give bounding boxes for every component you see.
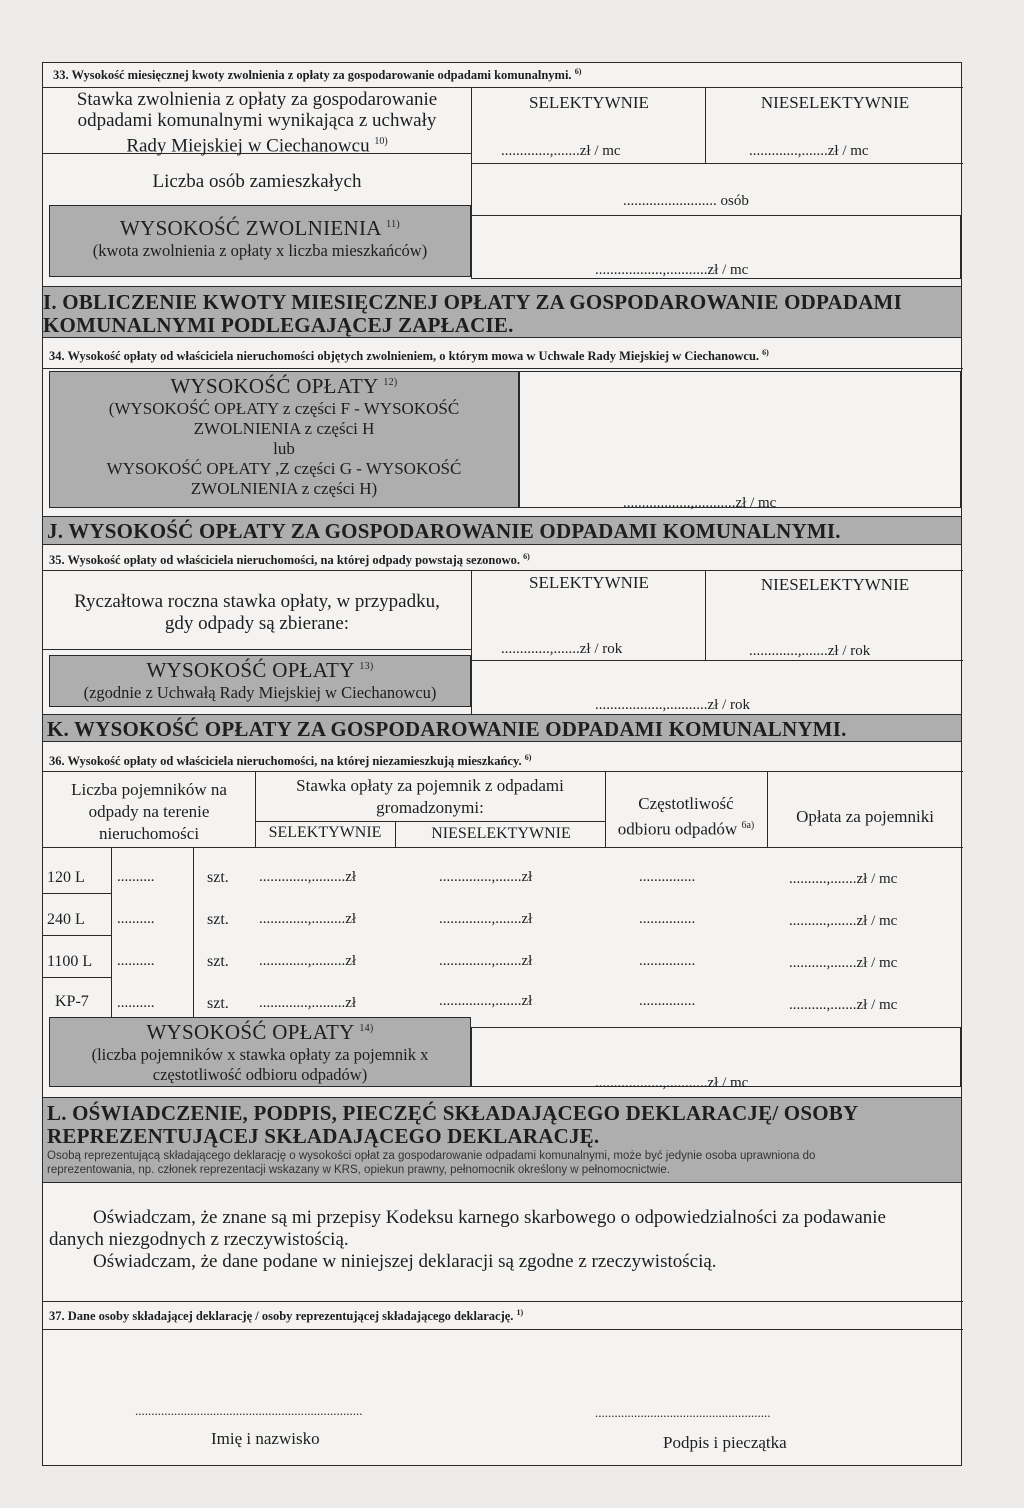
q33-exemption-field[interactable]: ..................,...........zł / mc [595,262,749,278]
q33-residents-field[interactable]: ......................... osób [623,193,749,209]
table-row [43,951,963,975]
q35-rate-selective-field[interactable]: .............,.......zł / rok [501,641,623,657]
q36-col-fee: Opłata za pojemniki [796,807,934,826]
row-unit: szt. [207,869,229,886]
q35-col-nonselective: NIESELEKTYWNIE [760,575,910,594]
row-nonselective-field[interactable]: ..............,.......zł [439,993,533,1009]
row-unit: szt. [207,911,229,928]
row-nonselective-field[interactable]: ..............,.......zł [439,953,533,969]
signature-field[interactable]: ...................................................... [595,1405,771,1420]
q36-container-rows [43,847,963,1017]
row-selective-field[interactable]: .............,.........zł [259,995,357,1011]
row-count-field[interactable]: .......... [117,995,155,1011]
row-nonselective-field[interactable]: ..............,.......zł [439,911,533,927]
q36-col-frequency: Częstotliwość odbioru odpadów $^{6a)}$ [617,794,755,839]
row-count-field[interactable]: .......... [117,869,155,885]
q35-fee-box: WYSOKOŚĆ OPŁATY $^{13)}$ (zgodnie z Uchwałą Rady Miejskiej w Ciechanowcu) [49,655,471,707]
section-j-header: J. WYSOKOŚĆ OPŁATY ZA GOSPODAROWANIE ODPADAMI KOMUNALNYMI. [42,516,962,545]
row-selective-field[interactable]: .............,.........zł [259,869,357,885]
q37-heading: 37. Dane osoby składającej deklarację / osoby reprezentującej składającego deklarację. $^{1)}$ [49,1308,524,1324]
signature-label: Podpis i pieczątka [663,1433,787,1452]
section-l-note: Osobą reprezentującą składającego deklarację o wysokości opłat za gospodarowanie odpadami komunalnymi, może być jedynie osoba uprawniona do reprezentowania, np. członek reprezentacji wskazany w KRS, opiekun prawny, pełnomocnik określony w pełnomocnictwie. [47,1150,816,1176]
q36-fee-box: WYSOKOŚĆ OPŁATY $^{14)}$ (liczba pojemników x stawka opłaty za pojemnik x częstotliwość odbioru odpadów) [49,1017,471,1087]
table-row [43,991,963,1015]
q35-heading: 35. Wysokość opłaty od właściciela nieruchomości, na której odpady powstają sezonowo. $^{6)}$ [49,552,530,568]
row-unit: szt. [207,953,229,970]
row-frequency-field[interactable]: ............... [639,993,696,1009]
table-row [43,909,963,933]
q36-col-rate: Stawka opłaty za pojemnik z odpadami gromadzonymi: [296,776,564,817]
table-row [43,867,963,891]
q36-fee-field[interactable]: ..................,...........zł / mc [595,1075,749,1091]
row-selective-field[interactable]: .............,.........zł [259,953,357,969]
q33-rate-label: Stawka zwolnienia z opłaty za gospodarowanie odpadami komunalnymi wynikająca z uchwały Rady Miejskiej w Ciechanowcu $^{10)}$ [76,89,438,157]
q33-heading: 33. Wysokość miesięcznej kwoty zwolnienia z opłaty za gospodarowanie odpadami komunalnymi. $^{6)}$ [53,67,582,83]
row-fee-field[interactable]: ..........,.......zł / mc [789,955,898,971]
row-fee-field[interactable]: ..........,.......zł / mc [789,913,898,929]
q36-col-nonselective: NIESELEKTYWNIE [431,825,571,842]
section-l-header: L. OŚWIADCZENIE, PODPIS, PIECZĘĆ SKŁADAJĄCEGO DEKLARACJĘ/ OSOBY REPREZENTUJĄCEJ SKŁADAJĄCEGO DEKLARACJĘ. Osobą reprezentującą składającego deklarację o wysokości opłat za gospodarowanie odpadami komunalnymi, może być jedynie osoba uprawniona do reprezentowania, np. członek reprezentacji wskazany w KRS, opiekun prawny, pełnomocnik określony w pełnomocnictwie. [42,1097,962,1183]
q35-col-selective: SELEKTYWNIE [529,573,649,592]
q36-col-selective: SELEKTYWNIE [268,824,382,841]
q33-col-selective: SELEKTYWNIE [529,93,649,112]
q33-exemption-box: WYSOKOŚĆ ZWOLNIENIA $^{11)}$ (kwota zwolnienia z opłaty x liczba mieszkańców) [49,205,471,277]
section-i-header: I. OBLICZENIE KWOTY MIESIĘCZNEJ OPŁATY ZA GOSPODAROWANIE ODPADAMI KOMUNALNYMI PODLEGAJĄCEJ ZAPŁACIE. [42,286,962,338]
q35-fee-field[interactable]: ..................,...........zł / rok [595,697,750,713]
q33-residents-label: Liczba osób zamieszkałych [152,171,362,192]
row-frequency-field[interactable]: ............... [639,953,696,969]
row-size: 120 L [47,869,85,886]
row-nonselective-field[interactable]: ..............,.......zł [439,869,533,885]
row-count-field[interactable]: .......... [117,911,155,927]
statement-text: Oświadczam, że znane są mi przepisy Kodeksu karnego skarbowego o odpowiedzialności za podawanie danych niezgodnych z rzeczywistością. Oświadczam, że dane podane w niniejszej deklaracji są zgodne z rzeczywistością. [49,1207,886,1272]
declaration-form [42,62,962,1466]
row-size: 240 L [47,911,85,928]
q34-fee-box: WYSOKOŚĆ OPŁATY $^{12)}$ (WYSOKOŚĆ OPŁATY z części F - WYSOKOŚĆ ZWOLNIENIA z części H lub WYSOKOŚĆ OPŁATY ,Z części G - WYSOKOŚĆ ZWOLNIENIA z części H) [49,371,519,508]
q34-fee-field[interactable]: ..................,...........zł / mc [623,495,777,511]
q34-heading: 34. Wysokość opłaty od właściciela nieruchomości objętych zwolnieniem, o którym mowa w Uchwale Rady Miejskiej w Ciechanowcu. $^{6)}$ [49,348,769,364]
q36-heading: 36. Wysokość opłaty od właściciela nieruchomości, na której niezamieszkują mieszkańcy. $^{6)}$ [49,753,532,769]
row-size: KP-7 [55,993,89,1010]
q33-rate-selective-field[interactable]: .............,.......zł / mc [501,143,621,159]
row-frequency-field[interactable]: ............... [639,869,696,885]
row-fee-field[interactable]: ..........,.......zł / mc [789,871,898,887]
section-k-header: K. WYSOKOŚĆ OPŁATY ZA GOSPODAROWANIE ODPADAMI KOMUNALNYMI. [42,714,962,742]
q35-rate-nonselective-field[interactable]: .............,.......zł / rok [749,643,871,659]
row-frequency-field[interactable]: ............... [639,911,696,927]
q36-col-count: Liczba pojemników na odpady na terenie nieruchomości [71,780,227,843]
name-label: Imię i nazwisko [211,1429,320,1448]
row-size: 1100 L [47,953,93,970]
row-count-field[interactable]: .......... [117,953,155,969]
q33-rate-nonselective-field[interactable]: .............,.......zł / mc [749,143,869,159]
row-fee-field[interactable]: ..........,.......zł / mc [789,997,898,1013]
name-field[interactable]: ...................................................................... [135,1403,363,1418]
q33-col-nonselective: NIESELEKTYWNIE [760,93,910,112]
row-unit: szt. [207,995,229,1012]
q35-rate-label: Ryczałtowa roczna stawka opłaty, w przypadku, gdy odpady są zbierane: [74,591,440,634]
row-selective-field[interactable]: .............,.........zł [259,911,357,927]
